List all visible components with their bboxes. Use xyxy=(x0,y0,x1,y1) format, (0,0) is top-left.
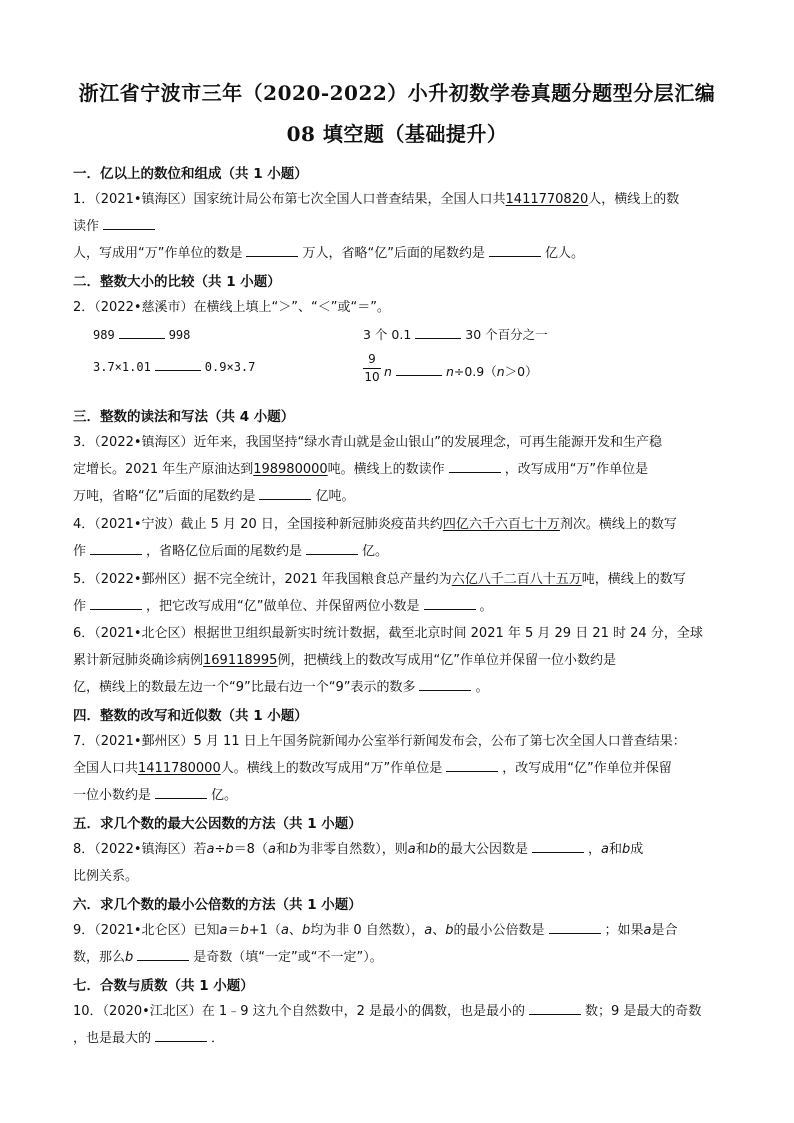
section-heading: 七．合数与质数（共 1 小题） xyxy=(73,978,254,994)
question-3-line-3: 万吨，省略“亿”后面的尾数约是 亿吨。 xyxy=(73,489,355,504)
question-6-line-2: 累计新冠肺炎确诊病例169118995例，把横线上的数改写成用“亿”作单位并保留一位小数约是 xyxy=(73,653,616,668)
section-heading: 二．整数大小的比较（共 1 小题） xyxy=(73,274,281,290)
section-heading: 六．求几个数的最小公倍数的方法（共 1 小题） xyxy=(73,897,362,913)
question-5-line-1: 5．（2022•鄞州区）据不完全统计，2021 年我国粮食总产量约为六亿八千二百八十五万吨，横线上的数写 xyxy=(73,572,686,587)
compare-item-4: n n÷0.9（n＞0） xyxy=(384,364,538,379)
answer-blank[interactable] xyxy=(532,840,584,853)
answer-blank[interactable] xyxy=(155,358,201,371)
question-10-line-2: ，也是最大的 ． xyxy=(73,1031,225,1046)
title-line-2: 08 填空题（基础提升） xyxy=(286,122,508,146)
answer-blank[interactable] xyxy=(155,786,207,799)
section-heading: 四．整数的改写和近似数（共 1 小题） xyxy=(73,708,308,724)
answer-blank[interactable] xyxy=(424,597,476,610)
answer-blank[interactable] xyxy=(446,759,498,772)
question-7-line-2: 全国人口共1411780000人。横线上的数改写成用“万”作单位是 ，改写成用“亿”作单位并保留 xyxy=(73,761,672,776)
question-8-line-2: 比例关系。 xyxy=(73,869,139,884)
question-1-line-2: 读作 xyxy=(73,215,159,234)
question-9-line-1: 9．（2021•北仑区）已知a＝b+1（a、b均为非 0 自然数），a、b的最小公倍数是 ；如果a是合 xyxy=(73,923,678,938)
question-4-line-2: 作 ，省略亿位后面的尾数约是 亿。 xyxy=(73,544,389,559)
answer-blank[interactable] xyxy=(103,217,155,230)
question-2-intro: 2．（2022•慈溪市）在横线上填上“＞”、“＜”或“＝”。 xyxy=(73,300,390,315)
question-9-line-2: 数，那么b 是奇数（填“一定”或“不一定”）。 xyxy=(73,950,383,965)
question-3-line-2: 定增长。2021 年生产原油达到198980000吨。横线上的数读作 ，改写成用“万”作单位是 xyxy=(73,462,649,477)
question-1-line-3: 人，写成用“万”作单位的数是 万人，省略“亿”后面的尾数约是 亿人。 xyxy=(73,246,584,261)
answer-blank[interactable] xyxy=(137,948,189,961)
answer-blank[interactable] xyxy=(396,363,442,376)
compare-item-2: 3 个 0.1 30 个百分之一 xyxy=(363,327,548,342)
question-4-line-1: 4．（2021•宁波）截止 5 月 20 日，全国接种新冠肺炎疫苗共约四亿六千六百七十万剂次。横线上的数写 xyxy=(73,517,677,532)
section-heading: 一．亿以上的数位和组成（共 1 小题） xyxy=(73,166,308,182)
answer-blank[interactable] xyxy=(90,542,142,555)
question-10-line-1: 10．（2020•江北区）在 1﹣9 这九个自然数中，2 是最小的偶数，也是最小的 数；9 是最大的奇数 xyxy=(73,1004,702,1019)
answer-blank[interactable] xyxy=(415,326,461,339)
answer-blank[interactable] xyxy=(529,1002,581,1015)
answer-blank[interactable] xyxy=(90,597,142,610)
compare-item-3: 3.7×1.01 0.9×3.7 xyxy=(93,360,256,374)
title-line-1: 浙江省宁波市三年（2020-2022）小升初数学卷真题分题型分层汇编 xyxy=(78,81,716,105)
question-1-line-1: 1．（2021•镇海区）国家统计局公布第七次全国人口普查结果，全国人口共1411770820人，横线上的数 xyxy=(73,192,680,207)
answer-blank[interactable] xyxy=(119,326,165,339)
answer-blank[interactable] xyxy=(155,1029,207,1042)
section-heading: 三．整数的读法和写法（共 4 小题） xyxy=(73,409,295,425)
answer-blank[interactable] xyxy=(489,244,541,257)
section-heading: 五．求几个数的最大公因数的方法（共 1 小题） xyxy=(73,816,362,832)
answer-blank[interactable] xyxy=(419,678,471,691)
question-6-line-1: 6．（2021•北仑区）根据世卫组织最新实时统计数据，截至北京时间 2021 年 5 月 29 日 21 时 24 分，全球 xyxy=(73,626,703,641)
answer-blank[interactable] xyxy=(259,487,311,500)
fraction-denominator: 10 xyxy=(364,370,380,384)
answer-blank[interactable] xyxy=(449,460,501,473)
question-7-line-1: 7．（2021•鄞州区）5 月 11 日上午国务院新闻办公室举行新闻发布会，公布了第七次全国人口普查结果： xyxy=(73,734,686,749)
answer-blank[interactable] xyxy=(246,244,298,257)
answer-blank[interactable] xyxy=(549,921,601,934)
answer-blank[interactable] xyxy=(306,542,358,555)
compare-item-1: 989 998 xyxy=(93,328,191,342)
question-6-line-3: 亿，横线上的数最左边一个“9”比最右边一个“9”表示的数多 。 xyxy=(73,680,489,695)
question-3-line-1: 3．（2022•镇海区）近年来，我国坚持“绿水青山就是金山银山”的发展理念，可再生能源开发和生产稳 xyxy=(73,435,662,450)
fraction-bar xyxy=(363,368,381,369)
question-7-line-3: 一位小数约是 亿。 xyxy=(73,788,238,803)
fraction-numerator: 9 xyxy=(368,352,376,366)
question-8-line-1: 8．（2022•镇海区）若a÷b＝8（a和b为非零自然数），则a和b的最大公因数是 ，a和b成 xyxy=(73,842,644,857)
question-5-line-2: 作 ，把它改写成用“亿”做单位、并保留两位小数是 。 xyxy=(73,599,493,614)
